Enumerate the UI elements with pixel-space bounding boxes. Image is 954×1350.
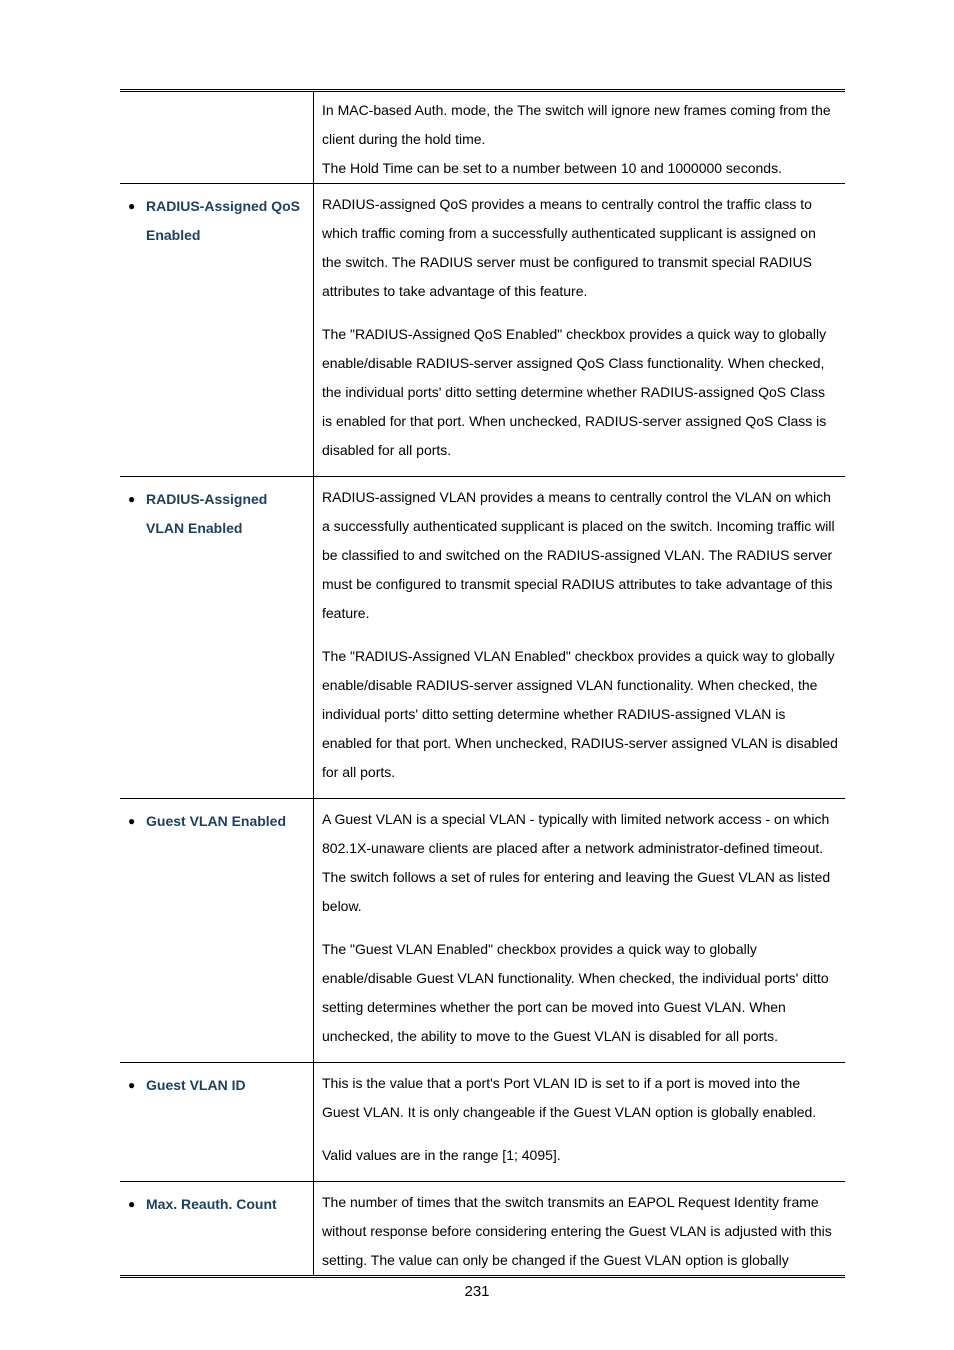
- parameter-cell: [120, 91, 314, 184]
- description-paragraph: In MAC-based Auth. mode, the The switch will ignore new frames coming from the client during the hold time.: [322, 102, 831, 147]
- description-paragraph: The number of times that the switch transmits an EAPOL Request Identity frame without response before considering entering the Guest VLAN is adjusted with this setting. The value can only be changed if the Guest VLAN option is globally: [322, 1194, 832, 1268]
- bullet-icon: ●: [128, 199, 136, 213]
- page-number: 231: [464, 1283, 490, 1300]
- parameter-cell: [120, 184, 314, 477]
- parameter-cell: [120, 1063, 314, 1182]
- parameter-name: RADIUS-Assigned VLAN Enabled: [146, 491, 268, 536]
- bullet-icon: ●: [128, 492, 136, 506]
- table-row: [120, 1063, 845, 1182]
- parameter-name: Guest VLAN ID: [146, 1077, 246, 1093]
- description-paragraph: The "RADIUS-Assigned QoS Enabled" checkbox provides a quick way to globally enable/disable RADIUS-server assigned QoS Class functionality. When checked, the individual ports' ditto setting determine whether RADIUS-assigned QoS Class is enabled for that port. When unchecked, RADIUS-server assigned QoS Class is disabled for all ports.: [322, 326, 827, 458]
- parameter-table: [120, 89, 845, 1278]
- description-cell: [314, 184, 846, 477]
- parameter-name: RADIUS-Assigned QoS Enabled: [146, 198, 301, 243]
- parameter-name: Max. Reauth. Count: [146, 1196, 277, 1212]
- description-cell: [314, 1063, 846, 1182]
- bullet-icon: ●: [128, 814, 136, 828]
- description-paragraph: The "RADIUS-Assigned VLAN Enabled" checkbox provides a quick way to globally enable/disable RADIUS-server assigned VLAN functionality. When checked, the individual ports' ditto setting determine whether RADIUS-assigned VLAN is enabled for that port. When unchecked, RADIUS-server assigned VLAN is disabled for all ports.: [322, 648, 838, 780]
- parameter-cell: [120, 1182, 314, 1277]
- description-paragraph: A Guest VLAN is a special VLAN - typically with limited network access - on which 802.1X-unaware clients are placed after a network administrator-defined timeout. The switch follows a set of rules for entering and leaving the Guest VLAN as listed below.: [322, 811, 831, 914]
- description-paragraph: The Hold Time can be set to a number between 10 and 1000000 seconds.: [322, 160, 782, 176]
- parameter-cell: [120, 799, 314, 1063]
- description-cell: [314, 91, 846, 184]
- description-paragraph: RADIUS-assigned QoS provides a means to centrally control the traffic class to which traffic coming from a successfully authenticated supplicant is assigned on the switch. The RADIUS server must be configured to transmit special RADIUS attributes to take advantage of this feature.: [322, 196, 816, 299]
- table-row: [120, 1182, 845, 1277]
- table-row: [120, 91, 845, 184]
- bullet-icon: ●: [128, 1078, 136, 1092]
- table-row: [120, 184, 845, 477]
- description-paragraph: The "Guest VLAN Enabled" checkbox provides a quick way to globally enable/disable Guest VLAN functionality. When checked, the individual ports' ditto setting determines whether the port can be moved into Guest VLAN. When unchecked, the ability to move to the Guest VLAN is disabled for all ports.: [322, 941, 829, 1044]
- table-row: [120, 799, 845, 1063]
- description-paragraph: This is the value that a port's Port VLAN ID is set to if a port is moved into the Guest VLAN. It is only changeable if the Guest VLAN option is globally enabled.: [322, 1075, 817, 1120]
- parameter-cell: [120, 477, 314, 799]
- bullet-icon: ●: [128, 1197, 136, 1211]
- description-paragraph: Valid values are in the range [1; 4095].: [322, 1147, 561, 1163]
- description-cell: [314, 799, 846, 1063]
- table-row: [120, 477, 845, 799]
- description-cell: [314, 1182, 846, 1277]
- description-paragraph: RADIUS-assigned VLAN provides a means to centrally control the VLAN on which a successfully authenticated supplicant is placed on the switch. Incoming traffic will be classified to and switched on the RADIUS-assigned VLAN. The RADIUS server must be configured to transmit special RADIUS attributes to take advantage of this feature.: [322, 489, 835, 621]
- parameter-name: Guest VLAN Enabled: [146, 813, 287, 829]
- description-cell: [314, 477, 846, 799]
